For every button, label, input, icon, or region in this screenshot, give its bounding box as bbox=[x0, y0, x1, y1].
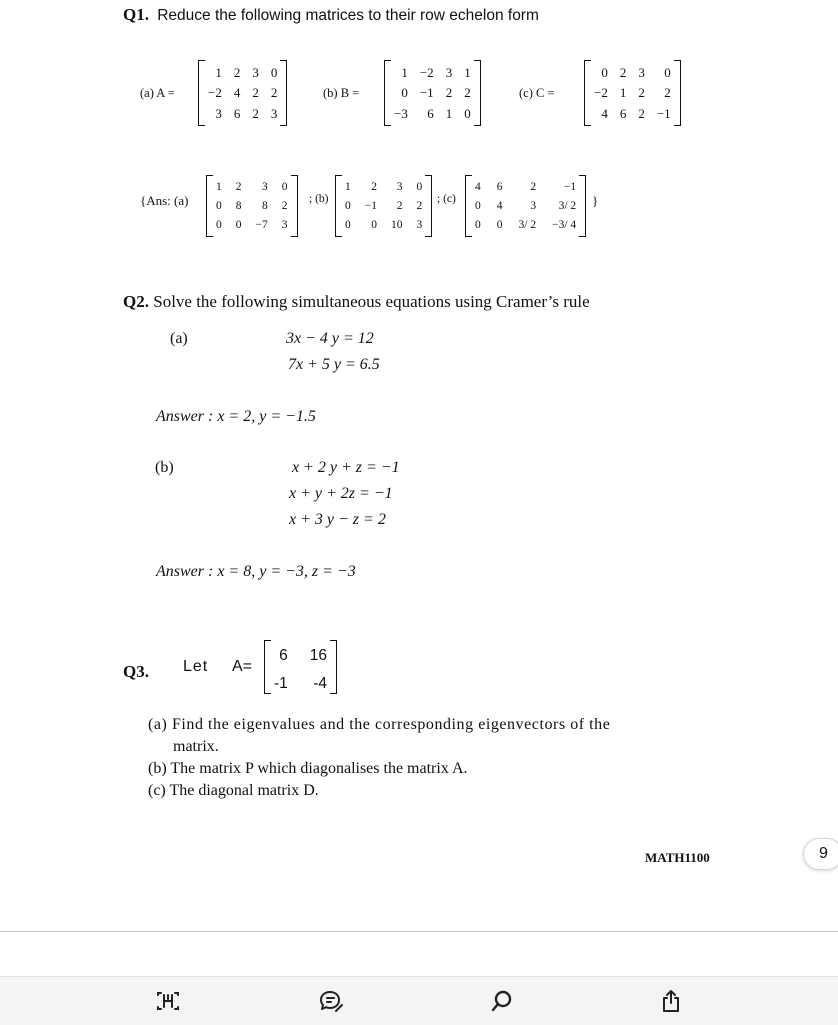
q1-title: Reduce the following matrices to their row echelon form bbox=[157, 7, 539, 24]
answer-matrix-a bbox=[206, 175, 298, 237]
matrix-cell: 3 bbox=[270, 106, 278, 122]
search-icon[interactable] bbox=[486, 985, 518, 1017]
matrix-cell: 2 bbox=[252, 106, 259, 122]
matrix-cell: −2 bbox=[594, 85, 608, 101]
matrix-cell: 1 bbox=[619, 85, 627, 101]
matrix-entries bbox=[342, 175, 425, 237]
matrix-cell: −3/ 4 bbox=[552, 219, 577, 232]
bracket-right bbox=[425, 175, 432, 237]
matrix-cell: 0 bbox=[235, 219, 242, 232]
text-grab-icon[interactable] bbox=[152, 985, 184, 1017]
matrix-cell: 2 bbox=[530, 180, 537, 193]
matrix-a bbox=[198, 60, 287, 126]
matrix-cell: 3 bbox=[530, 199, 537, 212]
matrix-cell: 8 bbox=[235, 199, 242, 212]
bracket-right bbox=[330, 640, 337, 694]
matrix-cell: 3 bbox=[445, 64, 453, 80]
matrix-b bbox=[384, 60, 481, 126]
bracket-left bbox=[584, 60, 591, 126]
matrix-cell: 0 bbox=[475, 219, 481, 232]
matrix-cell: 0 bbox=[345, 219, 351, 232]
matrix-cell: 3 bbox=[215, 106, 222, 122]
q2-heading bbox=[123, 292, 590, 312]
bracket-left bbox=[198, 60, 205, 126]
matrix-cell: 8 bbox=[262, 199, 268, 212]
bracket-left bbox=[335, 175, 342, 237]
matrix-cell: 3 bbox=[281, 219, 288, 232]
matrix-cell: 0 bbox=[664, 64, 671, 80]
matrix-cell: 2 bbox=[233, 64, 241, 80]
bracket-right bbox=[674, 60, 681, 126]
q3-matrix-a bbox=[264, 640, 337, 694]
answer-label: Answer : bbox=[156, 563, 214, 580]
matrix-cell: 6 bbox=[619, 106, 627, 122]
matrix-cell: 4 bbox=[601, 106, 608, 122]
answer-label: Answer : bbox=[156, 408, 214, 425]
matrix-cell: 0 bbox=[345, 199, 351, 212]
matrix-cell: 0 bbox=[464, 106, 471, 122]
matrix-cell: 1 bbox=[215, 64, 222, 80]
q1-number: Q1. bbox=[123, 5, 149, 24]
matrix-cell: 1 bbox=[464, 64, 471, 80]
matrix-cell: 2 bbox=[619, 64, 627, 80]
q1-c-label: (c) C = bbox=[519, 86, 555, 100]
matrix-cell: 2 bbox=[638, 106, 645, 122]
q2-b-answer bbox=[156, 563, 356, 581]
bracket-left bbox=[206, 175, 213, 237]
q3-number: Q3. bbox=[123, 662, 149, 681]
matrix-cell: 6 bbox=[496, 180, 503, 193]
q1-a-label: (a) A = bbox=[140, 86, 175, 100]
matrix-entries bbox=[271, 640, 330, 694]
matrix-cell: 3/ 2 bbox=[518, 219, 537, 232]
matrix-cell: 1 bbox=[216, 180, 222, 193]
matrix-cell: 2 bbox=[464, 85, 471, 101]
matrix-entries bbox=[591, 60, 674, 126]
matrix-cell: −7 bbox=[255, 219, 268, 232]
bracket-right bbox=[291, 175, 298, 237]
q2-a-answer bbox=[156, 408, 316, 426]
matrix-cell: 0 bbox=[496, 219, 503, 232]
bracket-left bbox=[264, 640, 271, 694]
matrix-entries bbox=[213, 175, 291, 237]
bracket-left bbox=[465, 175, 472, 237]
q3-part-c: (c) The diagonal matrix D. bbox=[148, 782, 319, 799]
bottom-toolbar bbox=[0, 976, 838, 1025]
matrix-cell: 6 bbox=[233, 106, 241, 122]
q3-a-label: A= bbox=[232, 658, 253, 675]
matrix-cell: 0 bbox=[401, 85, 408, 101]
matrix-cell: 1 bbox=[345, 180, 351, 193]
q2-number: Q2. bbox=[123, 292, 149, 311]
matrix-cell: −1 bbox=[419, 85, 434, 101]
ans-open: {Ans: (a) bbox=[140, 193, 189, 208]
matrix-cell: 3 bbox=[396, 180, 403, 193]
matrix-cell: 4 bbox=[496, 199, 503, 212]
matrix-cell: 3/ 2 bbox=[558, 199, 577, 212]
course-code: MATH1100 bbox=[645, 850, 710, 865]
matrix-cell: 6 bbox=[427, 106, 434, 122]
q2-a-label: (a) bbox=[170, 330, 188, 347]
matrix-cell: 0 bbox=[216, 199, 222, 212]
matrix-cell: 1 bbox=[445, 106, 453, 122]
matrix-cell: 3 bbox=[638, 64, 645, 80]
matrix-cell: 4 bbox=[475, 180, 481, 193]
answer-value: x = 8, y = −3, z = −3 bbox=[217, 563, 356, 580]
q2-title: Solve the following simultaneous equations using Cramer’s rule bbox=[153, 292, 590, 311]
matrix-cell: 10 bbox=[391, 219, 403, 232]
ans-sep-b: ; (b) bbox=[309, 193, 329, 205]
matrix-cell: -1 bbox=[274, 675, 288, 692]
page-divider bbox=[0, 931, 838, 932]
matrix-cell: 3 bbox=[262, 180, 268, 193]
matrix-cell: 0 bbox=[281, 180, 288, 193]
ans-sep-c: ; (c) bbox=[437, 193, 456, 205]
matrix-entries bbox=[205, 60, 280, 126]
matrix-cell: 2 bbox=[638, 85, 645, 101]
answer-matrix-c bbox=[465, 175, 586, 237]
matrix-cell: −1 bbox=[364, 199, 377, 212]
matrix-cell: −1 bbox=[563, 180, 577, 193]
matrix-cell: 4 bbox=[233, 85, 241, 101]
matrix-cell: 2 bbox=[235, 180, 242, 193]
matrix-cell: 2 bbox=[445, 85, 453, 101]
matrix-cell: 0 bbox=[601, 64, 608, 80]
matrix-cell: 0 bbox=[475, 199, 481, 212]
matrix-cell: 3 bbox=[416, 219, 423, 232]
answer-value: x = 2, y = −1.5 bbox=[217, 408, 316, 425]
matrix-cell: 2 bbox=[416, 199, 423, 212]
q3-part-a-cont: matrix. bbox=[173, 738, 219, 755]
answer-matrix-b bbox=[335, 175, 432, 237]
matrix-cell: −3 bbox=[394, 106, 408, 122]
matrix-cell: 2 bbox=[371, 180, 377, 193]
bracket-right bbox=[280, 60, 287, 126]
bracket-right bbox=[579, 175, 586, 237]
q1-b-label: (b) B = bbox=[323, 86, 360, 100]
q3-let: Let bbox=[183, 658, 209, 675]
page-number-badge[interactable]: 9 bbox=[803, 838, 838, 870]
matrix-cell: −2 bbox=[419, 64, 434, 80]
matrix-cell: 1 bbox=[401, 64, 408, 80]
matrix-cell: 2 bbox=[252, 85, 259, 101]
share-icon[interactable] bbox=[655, 985, 687, 1017]
matrix-cell: 0 bbox=[270, 64, 278, 80]
matrix-cell: 0 bbox=[416, 180, 423, 193]
q2-b-eq2: x + y + 2z = −1 bbox=[289, 485, 393, 502]
matrix-cell: 0 bbox=[216, 219, 222, 232]
q2-b-label: (b) bbox=[155, 459, 174, 476]
matrix-cell: 16 bbox=[309, 647, 328, 664]
q3-part-b: (b) The matrix P which diagonalises the matrix A. bbox=[148, 760, 468, 777]
matrix-cell: -4 bbox=[313, 675, 328, 692]
q2-b-eq1: x + 2 y + z = −1 bbox=[292, 459, 400, 476]
ans-close: } bbox=[592, 193, 599, 208]
matrix-cell: 2 bbox=[664, 85, 671, 101]
matrix-cell: 2 bbox=[281, 199, 288, 212]
q2-a-eq1: 3x − 4 y = 12 bbox=[286, 330, 374, 347]
q1-heading bbox=[123, 5, 539, 25]
annotate-icon[interactable] bbox=[315, 985, 347, 1017]
matrix-entries bbox=[391, 60, 474, 126]
matrix-cell: 2 bbox=[396, 199, 403, 212]
matrix-cell: 0 bbox=[371, 219, 377, 232]
matrix-cell: 2 bbox=[270, 85, 278, 101]
q2-b-eq3: x + 3 y − z = 2 bbox=[289, 511, 386, 528]
q3-part-a: (a) Find the eigenvalues and the corresponding eigenvectors of the bbox=[148, 716, 611, 733]
matrix-cell: −2 bbox=[208, 85, 222, 101]
matrix-cell: 3 bbox=[252, 64, 259, 80]
matrix-c bbox=[584, 60, 681, 126]
q2-a-eq2: 7x + 5 y = 6.5 bbox=[288, 356, 380, 373]
bracket-left bbox=[384, 60, 391, 126]
matrix-cell: −1 bbox=[656, 106, 671, 122]
bracket-right bbox=[474, 60, 481, 126]
matrix-cell: 6 bbox=[279, 647, 288, 664]
matrix-entries bbox=[472, 175, 579, 237]
